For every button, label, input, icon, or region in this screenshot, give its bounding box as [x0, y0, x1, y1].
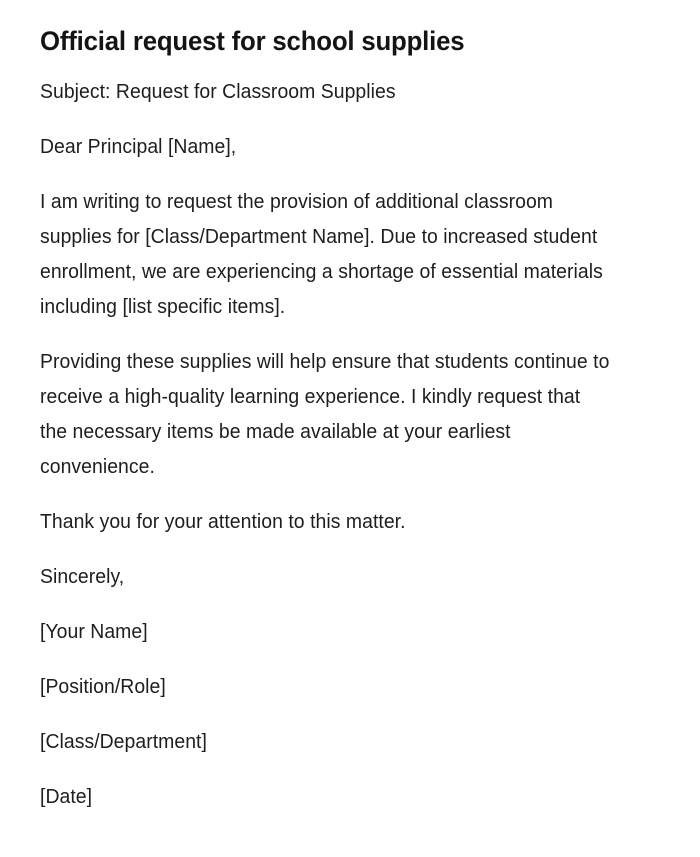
- body-paragraph-2: Providing these supplies will help ensure that students continue to receive a high-quality learning experience. I kindly request that the necessary items be made available at your earliest convenience.: [40, 351, 610, 478]
- letter-document: [40, 0, 630, 815]
- body-paragraph-1: I am writing to request the provision of additional classroom supplies for [Class/Department Name]. Due to increased student enrollment, we are experiencing a shortage of essential materials including [list specific items].: [40, 191, 603, 318]
- signature-position-placeholder: [Position/Role]: [40, 676, 166, 698]
- signoff-line: Sincerely,: [40, 566, 125, 588]
- closing-thanks-line: Thank you for your attention to this matter.: [40, 511, 406, 533]
- page-title: Official request for school supplies: [40, 26, 465, 56]
- signature-name-placeholder: [Your Name]: [40, 621, 148, 643]
- subject-line: Subject: Request for Classroom Supplies: [40, 81, 396, 103]
- signature-department-placeholder: [Class/Department]: [40, 731, 207, 753]
- letter-body: [40, 75, 630, 815]
- salutation-line: Dear Principal [Name],: [40, 136, 237, 158]
- signature-date-placeholder: [Date]: [40, 786, 93, 808]
